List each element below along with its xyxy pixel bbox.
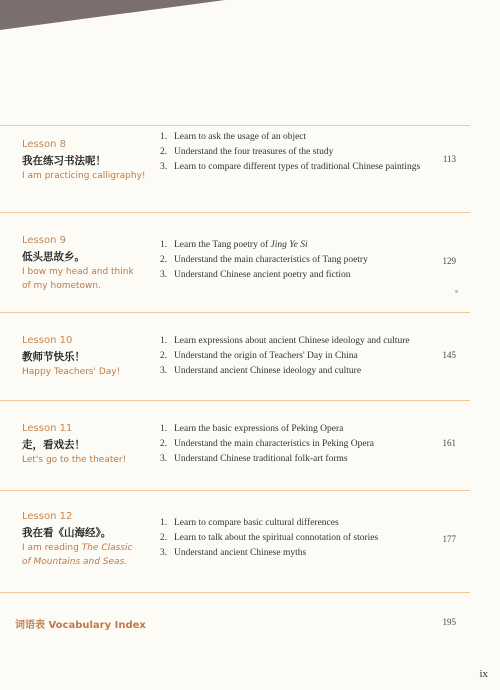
- objective-item: 2. Learn to talk about the spiritual connotation of stories: [160, 533, 379, 543]
- objective-item: 2. Understand the origin of Teachers' Day in China: [160, 351, 358, 361]
- lesson-title-zh: 低头思故乡。: [22, 251, 85, 263]
- lesson-number: Lesson 8: [22, 139, 66, 150]
- objective-item: 2. Understand the main characteristics in Peking Opera: [160, 439, 374, 449]
- objective-item: 2. Understand the main characteristics of Tang poetry: [160, 255, 368, 265]
- divider: [0, 212, 470, 213]
- lesson-title-en: Let's go to the theater!: [22, 455, 127, 465]
- objective-item: 3. Understand ancient Chinese myths: [160, 548, 307, 558]
- page-folio: ix: [479, 668, 488, 680]
- lesson-title-zh: 教师节快乐！: [22, 351, 85, 363]
- objectives-list: [160, 516, 430, 561]
- objectives-list: [160, 238, 430, 283]
- lesson-number: Lesson 11: [22, 423, 73, 434]
- lesson-title-en: I am reading The Classic of Mountains and Seas.: [22, 543, 133, 567]
- page-number: 145: [442, 350, 456, 360]
- page-number: 177: [442, 534, 456, 544]
- lesson-title-en: Happy Teachers' Day!: [22, 367, 121, 377]
- objective-item: 3. Understand Chinese ancient poetry and fiction: [160, 270, 351, 280]
- objective-item: 3. Understand ancient Chinese ideology and culture: [160, 366, 362, 376]
- objective-item: 1. Learn to compare basic cultural differences: [160, 518, 339, 528]
- lesson-title-en: I am practicing calligraphy!: [22, 171, 146, 181]
- page-number: 113: [442, 154, 456, 164]
- objective-item: 1. Learn the basic expressions of Peking Opera: [160, 424, 344, 434]
- objectives-list: [160, 422, 430, 467]
- objective-item: 3. Learn to compare different types of traditional Chinese paintings: [160, 162, 421, 172]
- divider: [0, 400, 470, 401]
- divider: [0, 490, 470, 491]
- objective-item: 1. Learn to ask the usage of an object: [160, 132, 307, 142]
- divider: [0, 312, 470, 313]
- vocabulary-index-page: 195: [442, 617, 456, 627]
- lesson-title-zh: 我在看《山海经》。: [22, 527, 112, 539]
- divider: [0, 125, 470, 126]
- vocabulary-index-link[interactable]: 词语表 Vocabulary Index: [15, 620, 146, 631]
- divider: [0, 592, 470, 593]
- page-number: 161: [442, 438, 456, 448]
- page-number: 129: [442, 256, 456, 266]
- objective-item: 3. Understand Chinese traditional folk-art forms: [160, 454, 348, 464]
- lesson-title-zh: 我在练习书法呢！: [22, 155, 106, 167]
- lesson-title-en: I bow my head and think of my hometown.: [22, 267, 134, 291]
- objectives-list: [160, 334, 430, 379]
- speck: [455, 290, 458, 293]
- objective-item: 1. Learn the Tang poetry of Jing Ye Si: [160, 240, 308, 250]
- lesson-title-zh: 走，看戏去！: [22, 439, 85, 451]
- lesson-number: Lesson 10: [22, 335, 73, 346]
- objective-item: 2. Understand the four treasures of the study: [160, 147, 334, 157]
- objectives-list: [160, 130, 430, 175]
- objective-item: 1. Learn expressions about ancient Chinese ideology and culture: [160, 336, 410, 346]
- lesson-number: Lesson 12: [22, 511, 73, 522]
- header-band: [0, 0, 500, 40]
- lesson-number: Lesson 9: [22, 235, 66, 246]
